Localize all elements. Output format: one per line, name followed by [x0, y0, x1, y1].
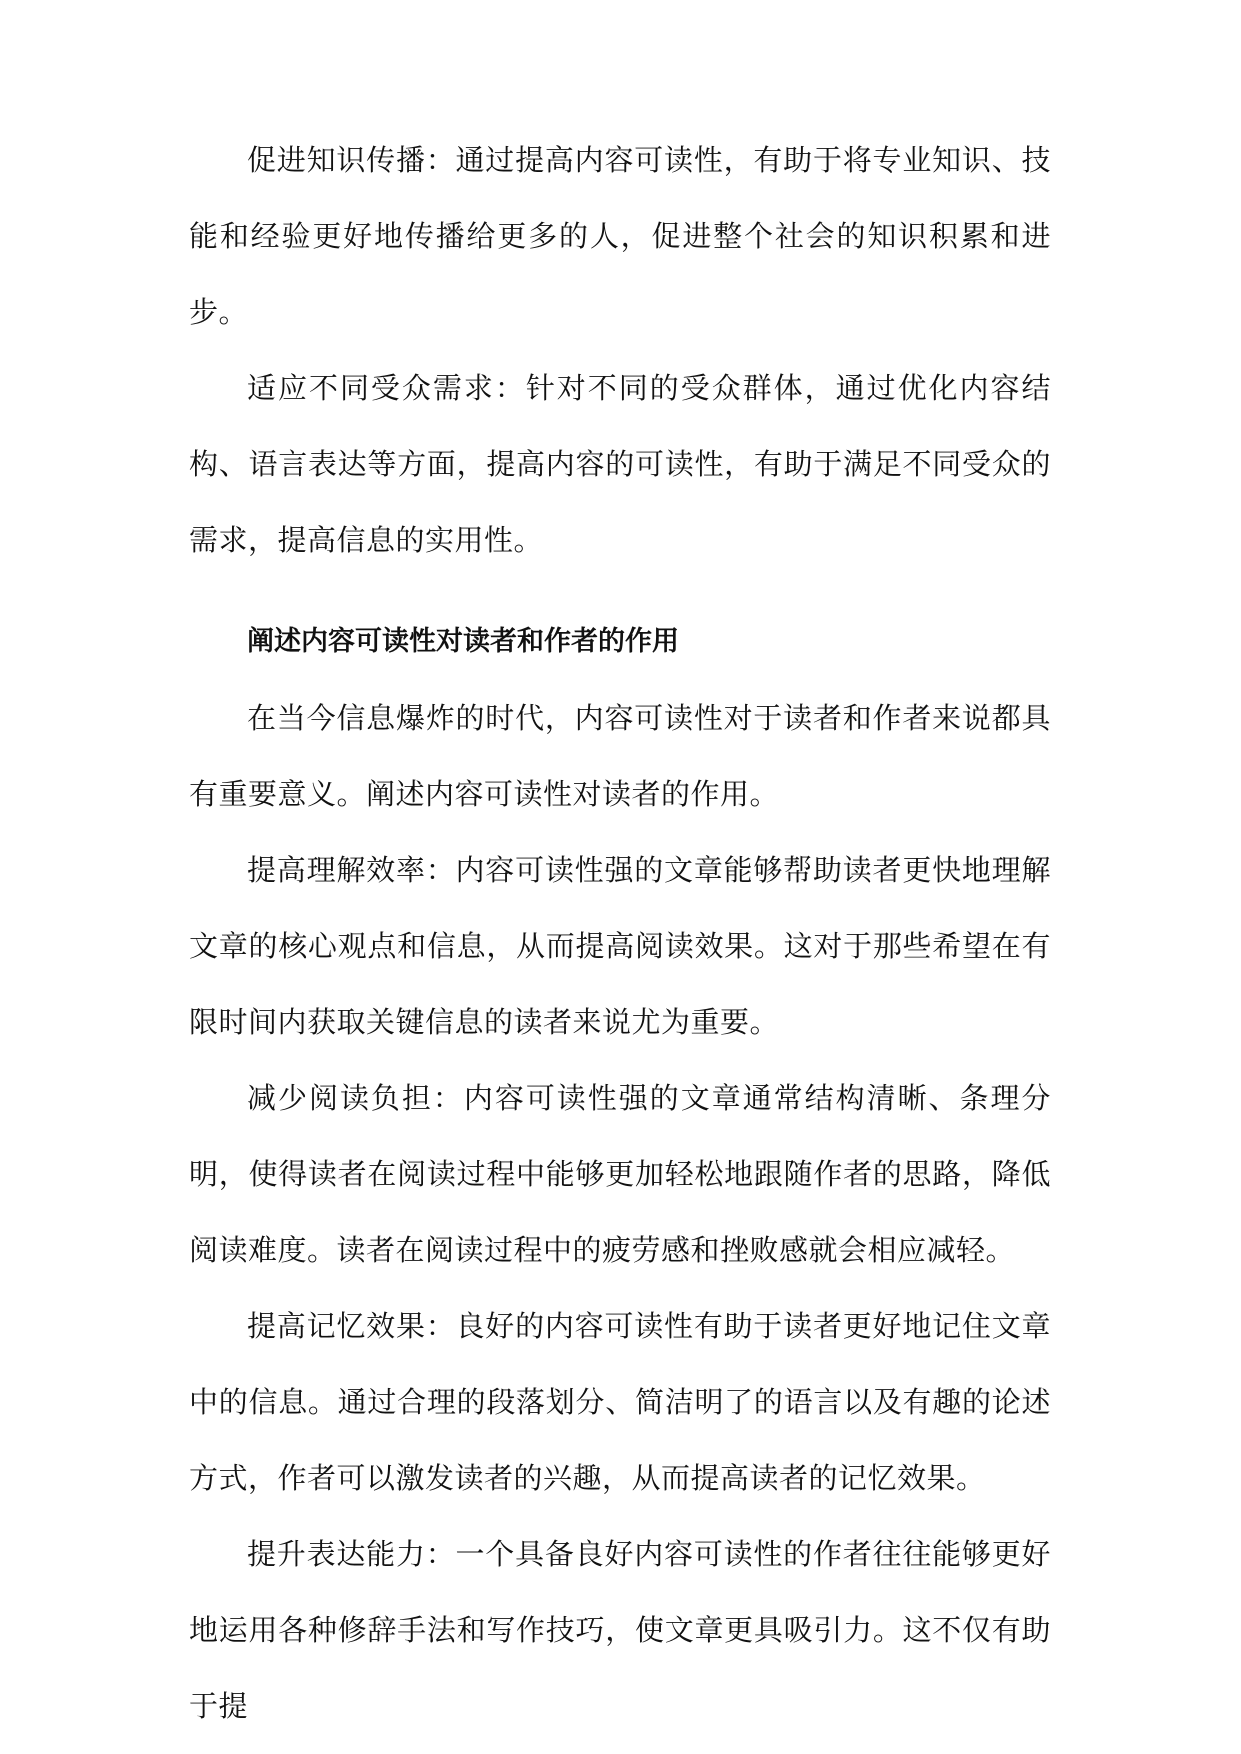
- paragraph-knowledge-spread: 促进知识传播：通过提高内容可读性，有助于将专业知识、技能和经验更好地传播给更多的人，促进整个社会的知识积累和进步。: [189, 143, 1051, 329]
- section-heading: 阐述内容可读性对读者和作者的作用: [247, 626, 679, 657]
- document-page: [189, 122, 1051, 1744]
- paragraph-intro: 在当今信息爆炸的时代，内容可读性对于读者和作者来说都具有重要意义。阐述内容可读性对读者的作用。: [189, 701, 1051, 811]
- paragraph-reading-burden: 减少阅读负担：内容可读性强的文章通常结构清晰、条理分明，使得读者在阅读过程中能够更加轻松地跟随作者的思路，降低阅读难度。读者在阅读过程中的疲劳感和挫败感就会相应减轻。: [189, 1081, 1051, 1267]
- paragraph-memory: 提高记忆效果：良好的内容可读性有助于读者更好地记住文章中的信息。通过合理的段落划分、简洁明了的语言以及有趣的论述方式，作者可以激发读者的兴趣，从而提高读者的记忆效果。: [189, 1309, 1051, 1495]
- paragraph-expression: 提升表达能力：一个具备良好内容可读性的作者往往能够更好地运用各种修辞手法和写作技巧，使文章更具吸引力。这不仅有助于提: [189, 1537, 1051, 1723]
- paragraph-audience-needs: 适应不同受众需求：针对不同的受众群体，通过优化内容结构、语言表达等方面，提高内容的可读性，有助于满足不同受众的需求，提高信息的实用性。: [189, 371, 1051, 557]
- paragraph-comprehension: 提高理解效率：内容可读性强的文章能够帮助读者更快地理解文章的核心观点和信息，从而提高阅读效果。这对于那些希望在有限时间内获取关键信息的读者来说尤为重要。: [189, 853, 1051, 1039]
